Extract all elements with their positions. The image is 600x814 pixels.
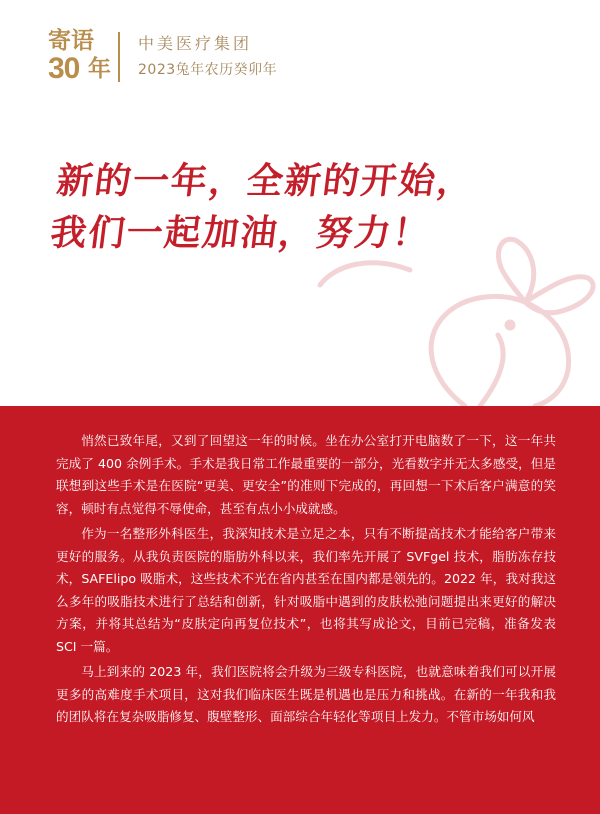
logo-year-char: 年 bbox=[88, 56, 111, 82]
paragraph: 马上到来的 2023 年，我们医院将会升级为三级专科医院，也就意味着我们可以开展更多的高难度手术项目，这对我们临床医生既是机遇也是压力和挑战。在新的一年我和我的团队将在复杂吸脂修复、腹壁整形、面部综合年轻化等项目上发力。不管市场如何风 bbox=[56, 664, 556, 724]
logo-text-top: 寄语 bbox=[48, 28, 94, 54]
slogan-line-1: 新的一年，全新的开始， bbox=[54, 161, 478, 202]
group-name: 中美医疗集团 bbox=[138, 34, 253, 53]
paragraph: 作为一名整形外科医生，我深知技术是立足之本，只有不断提高技术才能给客户带来更好的服务。从我负责医院的脂肪外科以来，我们率先开展了 SVFgel 技术，脂肪冻存技术，SAFElipo 吸脂术，这些技术不光在省内甚至在国内都是领先的。2022 年，我对我这么多年的吸脂技术进行了总结和创新，针对吸脂中遇到的皮肤松弛问题提出来更好的解决方案，并将其总结为“皮肤定向再复位技术”，也将其写成论文，目前已完稿，准备发表 SCI 一篇。 bbox=[56, 526, 556, 654]
message-body bbox=[56, 430, 556, 732]
logo-number: 30 bbox=[48, 52, 80, 85]
header-divider bbox=[118, 32, 120, 82]
slogan bbox=[47, 156, 478, 260]
message-panel bbox=[0, 406, 600, 814]
paragraph: 悄然已致年尾，又到了回望这一年的时候。坐在办公室打开电脑数了一下，这一年共完成了 400 余例手术。手术是我日常工作最重要的一部分，光看数字并无太多感受，但是联想到这些手术是在医院“更美、更安全”的准则下完成的，再回想一下术后客户满意的笑容，顿时有点觉得不辱使命，甚至有点小小成就感。 bbox=[56, 433, 556, 516]
slogan-line-2: 我们一起加油，努力！ bbox=[47, 213, 434, 254]
year-line: 2023兔年农历癸卯年 bbox=[138, 62, 278, 78]
header bbox=[48, 24, 568, 90]
